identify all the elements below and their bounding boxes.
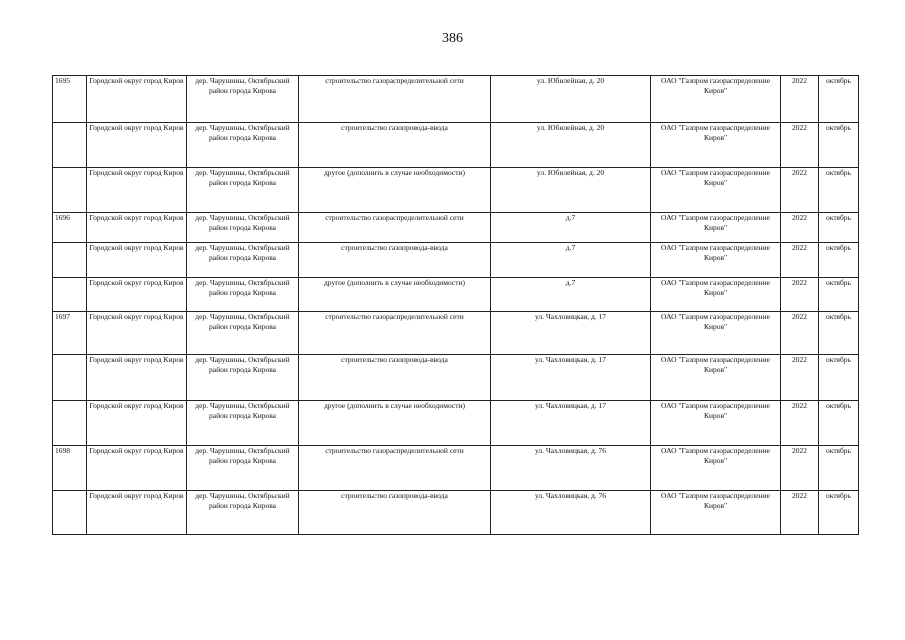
work-type-cell: строительство газораспределительной сети	[299, 76, 491, 123]
locality-cell: дер. Чарушины, Октябрьский район города Кирова	[187, 312, 299, 355]
locality-cell: дер. Чарушины, Октябрьский район города Кирова	[187, 491, 299, 535]
organization-cell: ОАО "Газпром газораспределение Киров"	[651, 446, 781, 491]
work-type-cell: другое (дополнить в случае необходимости)	[299, 278, 491, 312]
work-type-cell: другое (дополнить в случае необходимости)	[299, 168, 491, 213]
row-number	[53, 401, 87, 446]
year-cell: 2022	[781, 355, 819, 401]
organization-cell: ОАО "Газпром газораспределение Киров"	[651, 491, 781, 535]
year-cell: 2022	[781, 123, 819, 168]
address-cell: ул. Чахловицкая, д. 76	[491, 491, 651, 535]
work-type-cell: другое (дополнить в случае необходимости)	[299, 401, 491, 446]
row-number: 1695	[53, 76, 87, 123]
municipality-cell: Городской округ город Киров	[87, 123, 187, 168]
year-cell: 2022	[781, 491, 819, 535]
row-number	[53, 243, 87, 278]
month-cell: октябрь	[819, 491, 859, 535]
address-cell: ул. Чахловицкая, д. 17	[491, 355, 651, 401]
locality-cell: дер. Чарушины, Октябрьский район города Кирова	[187, 123, 299, 168]
address-cell: д.7	[491, 213, 651, 243]
locality-cell: дер. Чарушины, Октябрьский район города Кирова	[187, 401, 299, 446]
row-number	[53, 278, 87, 312]
table-row	[53, 168, 859, 213]
address-cell: ул. Чахловицкая, д. 76	[491, 446, 651, 491]
organization-cell: ОАО "Газпром газораспределение Киров"	[651, 243, 781, 278]
table-row	[53, 355, 859, 401]
address-cell: ул. Юбилейная, д. 20	[491, 168, 651, 213]
month-cell: октябрь	[819, 355, 859, 401]
table-row	[53, 213, 859, 243]
year-cell: 2022	[781, 278, 819, 312]
locality-cell: дер. Чарушины, Октябрьский район города Кирова	[187, 355, 299, 401]
month-cell: октябрь	[819, 123, 859, 168]
month-cell: октябрь	[819, 446, 859, 491]
locality-cell: дер. Чарушины, Октябрьский район города Кирова	[187, 213, 299, 243]
row-number: 1697	[53, 312, 87, 355]
organization-cell: ОАО "Газпром газораспределение Киров"	[651, 278, 781, 312]
locality-cell: дер. Чарушины, Октябрьский район города Кирова	[187, 76, 299, 123]
address-cell: ул. Юбилейная, д. 20	[491, 123, 651, 168]
year-cell: 2022	[781, 168, 819, 213]
table-row	[53, 446, 859, 491]
address-cell: ул. Чахловицкая, д. 17	[491, 401, 651, 446]
address-cell: ул. Чахловицкая, д. 17	[491, 312, 651, 355]
municipality-cell: Городской округ город Киров	[87, 491, 187, 535]
year-cell: 2022	[781, 312, 819, 355]
organization-cell: ОАО "Газпром газораспределение Киров"	[651, 123, 781, 168]
organization-cell: ОАО "Газпром газораспределение Киров"	[651, 401, 781, 446]
month-cell: октябрь	[819, 243, 859, 278]
municipality-cell: Городской округ город Киров	[87, 76, 187, 123]
page-number: 386	[442, 31, 463, 46]
work-type-cell: строительство газопровода-ввода	[299, 491, 491, 535]
row-number	[53, 123, 87, 168]
locality-cell: дер. Чарушины, Октябрьский район города Кирова	[187, 243, 299, 278]
organization-cell: ОАО "Газпром газораспределение Киров"	[651, 312, 781, 355]
month-cell: октябрь	[819, 278, 859, 312]
table-row	[53, 76, 859, 123]
organization-cell: ОАО "Газпром газораспределение Киров"	[651, 168, 781, 213]
work-type-cell: строительство газопровода-ввода	[299, 355, 491, 401]
municipality-cell: Городской округ город Киров	[87, 278, 187, 312]
municipality-cell: Городской округ город Киров	[87, 312, 187, 355]
year-cell: 2022	[781, 401, 819, 446]
municipality-cell: Городской округ город Киров	[87, 355, 187, 401]
locality-cell: дер. Чарушины, Октябрьский район города Кирова	[187, 168, 299, 213]
table-row	[53, 312, 859, 355]
address-cell: д.7	[491, 278, 651, 312]
organization-cell: ОАО "Газпром газораспределение Киров"	[651, 355, 781, 401]
municipality-cell: Городской округ город Киров	[87, 168, 187, 213]
work-type-cell: строительство газораспределительной сети	[299, 446, 491, 491]
work-type-cell: строительство газопровода-ввода	[299, 243, 491, 278]
address-cell: ул. Юбилейная, д. 20	[491, 76, 651, 123]
table-row	[53, 401, 859, 446]
month-cell: октябрь	[819, 76, 859, 123]
municipality-cell: Городской округ город Киров	[87, 446, 187, 491]
row-number: 1696	[53, 213, 87, 243]
municipality-cell: Городской округ город Киров	[87, 401, 187, 446]
work-type-cell: строительство газораспределительной сети	[299, 312, 491, 355]
month-cell: октябрь	[819, 401, 859, 446]
municipality-cell: Городской округ город Киров	[87, 243, 187, 278]
row-number	[53, 355, 87, 401]
row-number: 1698	[53, 446, 87, 491]
gas-register-table	[52, 75, 859, 535]
month-cell: октябрь	[819, 213, 859, 243]
table-row	[53, 123, 859, 168]
organization-cell: ОАО "Газпром газораспределение Киров"	[651, 213, 781, 243]
month-cell: октябрь	[819, 312, 859, 355]
organization-cell: ОАО "Газпром газораспределение Киров"	[651, 76, 781, 123]
locality-cell: дер. Чарушины, Октябрьский район города Кирова	[187, 446, 299, 491]
year-cell: 2022	[781, 243, 819, 278]
table-row	[53, 243, 859, 278]
year-cell: 2022	[781, 213, 819, 243]
row-number	[53, 168, 87, 213]
row-number	[53, 491, 87, 535]
year-cell: 2022	[781, 446, 819, 491]
table-row	[53, 278, 859, 312]
locality-cell: дер. Чарушины, Октябрьский район города Кирова	[187, 278, 299, 312]
municipality-cell: Городской округ город Киров	[87, 213, 187, 243]
month-cell: октябрь	[819, 168, 859, 213]
work-type-cell: строительство газопровода-ввода	[299, 123, 491, 168]
work-type-cell: строительство газораспределительной сети	[299, 213, 491, 243]
table-row	[53, 491, 859, 535]
year-cell: 2022	[781, 76, 819, 123]
address-cell: д.7	[491, 243, 651, 278]
